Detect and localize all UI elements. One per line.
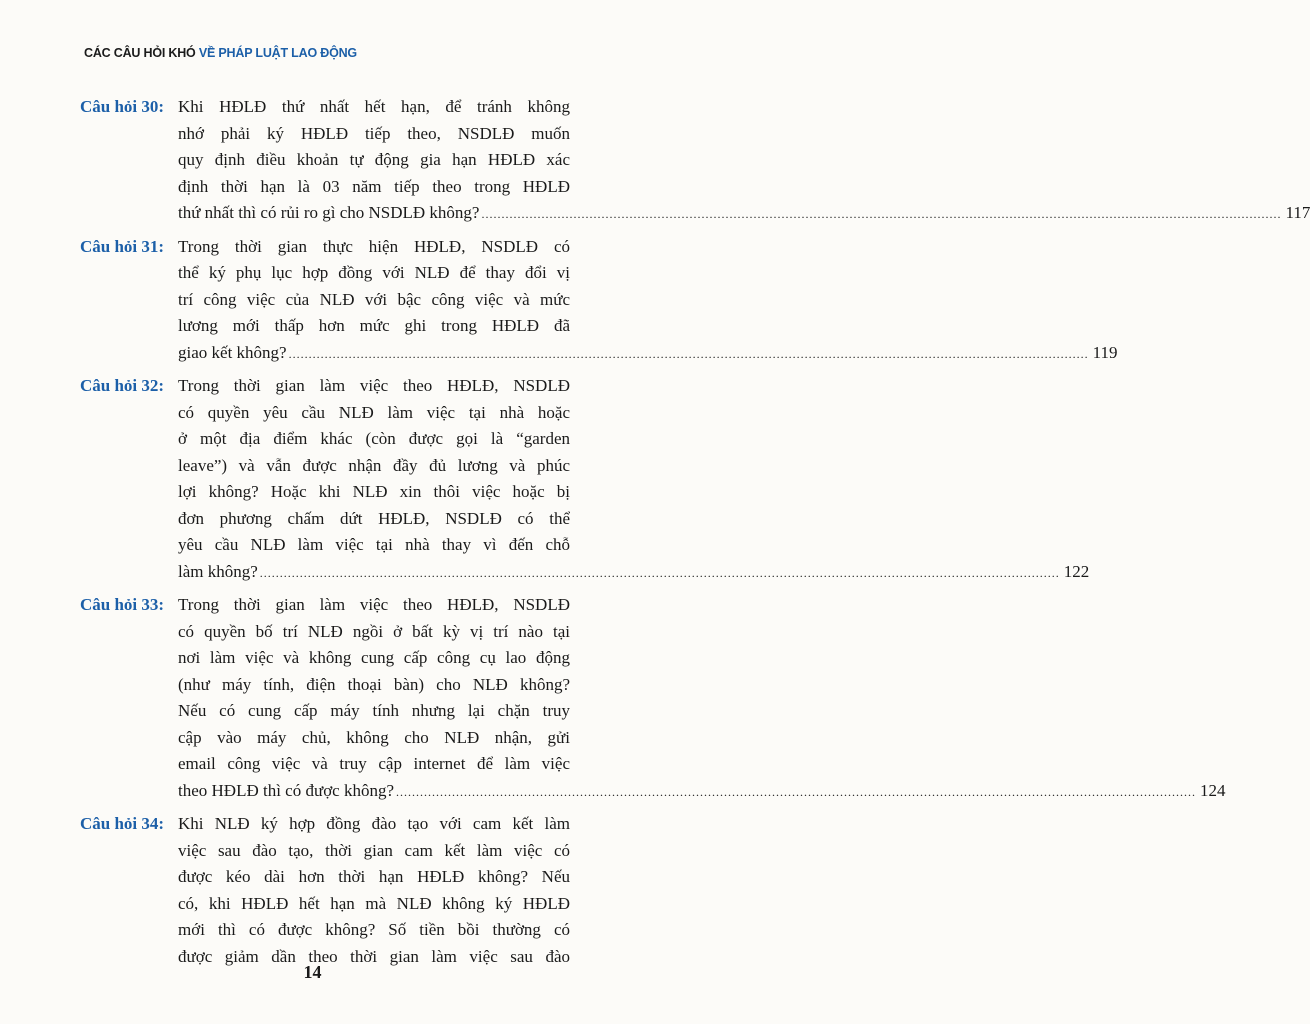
question-label: Câu hỏi 34: <box>80 814 165 833</box>
question-line: Khi HĐLĐ thứ nhất hết hạn, để tránh không <box>178 97 570 116</box>
running-header-part1: CÁC CÂU HỎI KHÓ <box>84 46 199 60</box>
dot-leader: ........................................................................................................................................................................................................ <box>288 346 1089 361</box>
question-label: Câu hỏi 33: <box>80 595 165 614</box>
running-header <box>84 46 357 60</box>
toc-entry <box>80 811 570 970</box>
question-line: mới thì có được không? Số tiền bồi thường có <box>178 920 570 939</box>
page-number: 14 <box>303 962 322 982</box>
toc-entry <box>80 234 1118 368</box>
toc-entry <box>80 94 1310 228</box>
toc-entry <box>80 592 1226 805</box>
question-line: được giảm dần theo thời gian làm việc sau đào <box>178 946 570 966</box>
question-text <box>178 592 1226 805</box>
question-line: trí công việc của NLĐ với bậc công việc và mức <box>178 289 570 309</box>
question-line: ở một địa điểm khác (còn được gọi là “garden <box>178 429 570 448</box>
question-line: yêu cầu NLĐ làm việc tại nhà thay vì đến chỗ <box>178 535 570 554</box>
running-header-part2: VỀ PHÁP LUẬT LAO ĐỘNG <box>198 46 357 60</box>
toc-page-number: 117 <box>1285 203 1310 222</box>
question-line: nhớ phải ký HĐLĐ tiếp theo, NSDLĐ muốn <box>178 123 570 143</box>
toc-page-number: 124 <box>1200 780 1226 800</box>
question-label: Câu hỏi 30: <box>80 97 165 116</box>
question-line: Trong thời gian làm việc theo HĐLĐ, NSDLĐ <box>178 376 570 395</box>
question-line <box>178 340 1118 368</box>
question-text <box>178 234 1118 368</box>
question-line: có, khi HĐLĐ hết hạn mà NLĐ không ký HĐLĐ <box>178 893 570 913</box>
question-line: có quyền yêu cầu NLĐ làm việc tại nhà hoặc <box>178 402 570 422</box>
question-text <box>178 373 1090 586</box>
table-of-contents <box>80 94 1310 976</box>
question-line-text: thứ nhất thì có rủi ro gì cho NSDLĐ không? <box>178 203 480 222</box>
dot-leader: ........................................................................................................................................................................................................ <box>481 207 1282 221</box>
dot-leader: ........................................................................................................................................................................................................ <box>396 784 1197 799</box>
question-line: (như máy tính, điện thoại bàn) cho NLĐ không? <box>178 674 570 694</box>
question-line: email công việc và truy cập internet để làm việc <box>178 754 570 773</box>
question-line: thể ký phụ lục hợp đồng với NLĐ để thay đổi vị <box>178 263 570 282</box>
question-line: được kéo dài hơn thời hạn HĐLĐ không? Nếu <box>178 867 570 886</box>
question-line: cập vào máy chủ, không cho NLĐ nhận, gửi <box>178 727 570 747</box>
question-label: Câu hỏi 31: <box>80 236 165 256</box>
question-text <box>178 94 1310 228</box>
question-line-text: làm không? <box>178 561 258 581</box>
question-line: Trong thời gian làm việc theo HĐLĐ, NSDLĐ <box>178 595 570 614</box>
question-line <box>178 200 1310 228</box>
question-line-text: theo HĐLĐ thì có được không? <box>178 780 395 800</box>
question-line: Nếu có cung cấp máy tính nhưng lại chặn truy <box>178 701 570 720</box>
toc-page-number: 122 <box>1063 561 1090 581</box>
question-line: có quyền bố trí NLĐ ngồi ở bất kỳ vị trí nào tại <box>178 621 570 641</box>
question-line: lương mới thấp hơn mức ghi trong HĐLĐ đã <box>178 316 570 335</box>
question-line <box>178 778 1226 806</box>
question-line: nơi làm việc và không cung cấp công cụ lao động <box>178 648 570 667</box>
question-line: quy định điều khoản tự động gia hạn HĐLĐ xác <box>178 150 570 169</box>
toc-page-number: 119 <box>1092 342 1118 362</box>
question-line: Khi NLĐ ký hợp đồng đào tạo với cam kết làm <box>178 814 570 833</box>
dot-leader: ........................................................................................................................................................................................................ <box>259 565 1060 580</box>
question-line: đơn phương chấm dứt HĐLĐ, NSDLĐ có thể <box>178 508 570 528</box>
toc-entry <box>80 373 1090 586</box>
question-line: việc sau đào tạo, thời gian cam kết làm việc có <box>178 840 570 860</box>
question-line: leave”) và vẫn được nhận đầy đủ lương và phúc <box>178 455 570 475</box>
question-text <box>178 811 570 970</box>
question-line <box>178 559 1090 587</box>
question-line: lợi không? Hoặc khi NLĐ xin thôi việc hoặc bị <box>178 482 570 501</box>
question-line: Trong thời gian thực hiện HĐLĐ, NSDLĐ có <box>178 236 570 256</box>
question-label: Câu hỏi 32: <box>80 376 165 395</box>
question-line-text: giao kết không? <box>178 342 287 362</box>
question-line: định thời hạn là 03 năm tiếp theo trong HĐLĐ <box>178 176 570 196</box>
